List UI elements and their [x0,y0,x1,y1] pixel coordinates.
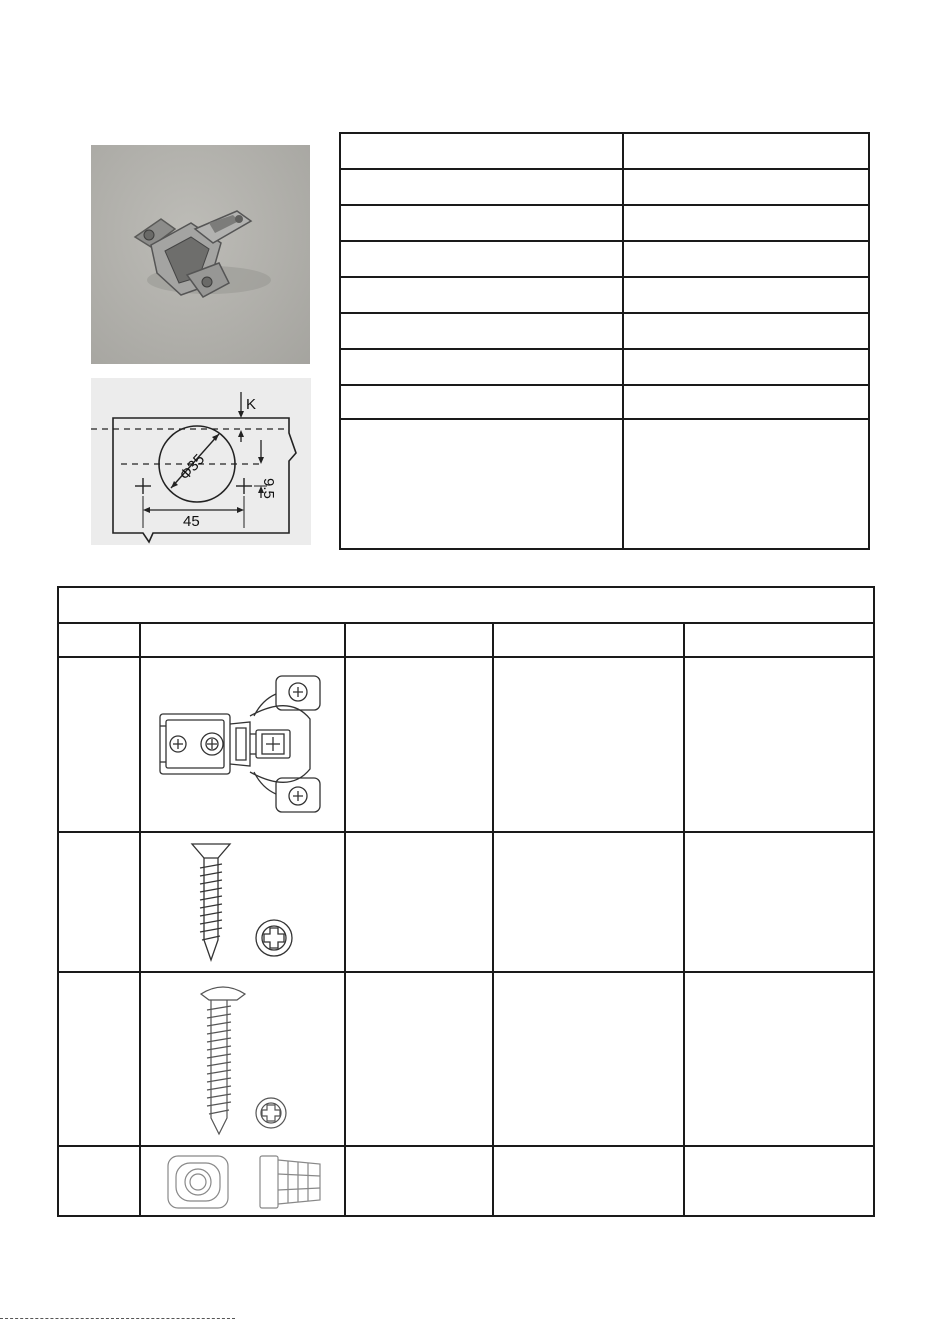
parts-row-line [57,586,875,588]
offset-label: 9.5 [260,478,277,499]
parts-col-line [683,622,685,1217]
parts-col-line [492,622,494,1217]
parts-row-screw1-image [180,840,310,965]
parts-row-dowel-image [160,1152,330,1212]
parts-row-line [57,971,875,973]
parts-col-line [873,586,875,1217]
parts-row-screw2-image [185,980,315,1138]
distance-label: 45 [183,513,200,530]
parts-col-line [344,622,346,1217]
hinge-top-view-icon [150,664,335,824]
k-label: K [246,396,257,413]
parts-row-line [57,831,875,833]
parts-col-line [139,622,141,1217]
page-footer-divider [0,1318,235,1319]
diameter-label: Φ35 [176,451,209,484]
parts-row-hinge-image [150,664,335,824]
parts-row-line [57,1215,875,1217]
parts-row-line [57,1145,875,1147]
oval-head-screw-icon [185,980,315,1138]
plastic-dowel-icon [160,1152,330,1212]
parts-col-line [57,586,59,1217]
flat-head-screw-icon [180,840,310,965]
parts-row-line [57,656,875,658]
parts-row-line [57,622,875,624]
